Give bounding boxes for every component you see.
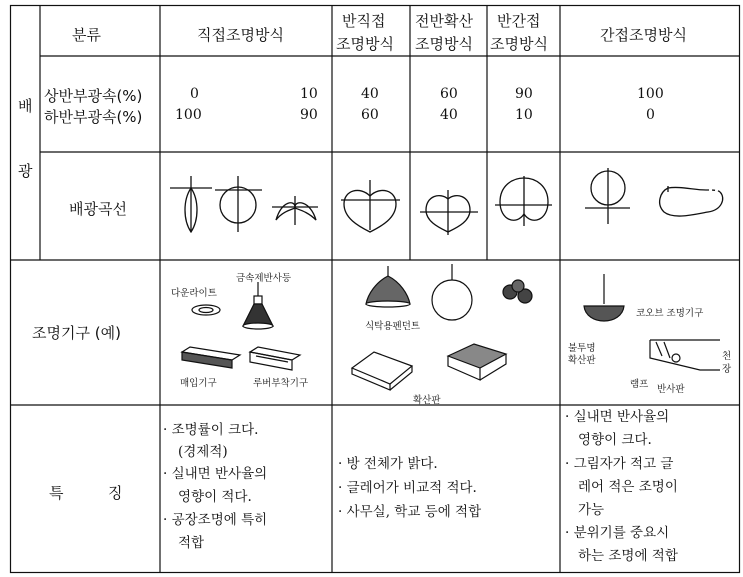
fixture-lamp-label: 램프 (630, 379, 649, 390)
indirect-upper: 100 (637, 86, 664, 102)
indirect-lower: 0 (646, 107, 655, 123)
direct-lower-max: 100 (175, 107, 202, 123)
opaque-bowl-icon (584, 274, 624, 321)
fixture-opaque-diffuser-line2: 확산판 (568, 355, 596, 366)
fixture-ceiling-line2: 장 (722, 364, 732, 375)
fixture-cove-label: 코오브 조명기구 (636, 308, 704, 319)
features-direct-line2: (경제적) (178, 444, 228, 460)
cove-fixture-icon (650, 340, 720, 370)
downlight-icon (192, 305, 220, 315)
features-indirect-line3: · 그림자가 적고 글 (565, 456, 674, 472)
fixtures-label: 조명기구 (예) (32, 324, 121, 342)
ceiling-box-icon (448, 344, 506, 380)
features-general-line2: · 글레어가 비교적 적다. (338, 480, 477, 496)
direct-upper-min: 0 (190, 86, 199, 102)
fixture-ceiling-line1: 천 (722, 351, 732, 362)
side-label-char2: 광 (18, 162, 33, 180)
fixture-reflector-label: 반사판 (657, 384, 685, 395)
header-classification: 분류 (72, 26, 101, 44)
features-indirect-line2: 영향이 크다. (578, 432, 652, 448)
square-diffuser-icon (352, 352, 412, 390)
lower-flux-label: 하반부광속(%) (44, 108, 143, 126)
features-indirect-line4: 레어 적은 조명이 (578, 479, 678, 495)
fixture-opaque-diffuser-line1: 불투명 (568, 343, 596, 354)
fixture-louver-label: 루버부착기구 (253, 378, 309, 389)
recessed-fixture-icon (182, 347, 240, 368)
features-indirect-line1: · 실내면 반사율의 (565, 409, 670, 425)
fixture-downlight-label: 다운라이트 (171, 288, 217, 299)
features-direct-line5: · 공장조명에 특히 (163, 512, 268, 528)
features-label-char2: 징 (108, 484, 123, 502)
features-indirect-line5: 가능 (578, 502, 605, 518)
semi-direct-upper: 40 (361, 86, 379, 102)
features-direct-line3: · 실내면 반사율의 (163, 466, 268, 482)
features-direct-line1: · 조명률이 크다. (163, 422, 259, 438)
fixture-diffuser-label: 확산판 (413, 395, 441, 406)
features-direct-line4: 영향이 적다. (178, 489, 252, 505)
semi-indirect-upper: 90 (515, 86, 533, 102)
features-general-line3: · 사무실, 학교 등에 적합 (338, 504, 482, 520)
features-general-line1: · 방 전체가 밝다. (338, 456, 438, 472)
features-indirect-line6: · 분위기를 중요시 (565, 525, 670, 541)
direct-lower-min: 90 (300, 107, 318, 123)
fixture-pendant-label: 식탁용펜던트 (365, 321, 421, 332)
globe-pendant-icon (432, 264, 472, 320)
header-semi-indirect-line1: 반간접 (497, 12, 541, 30)
semi-indirect-lower: 10 (515, 107, 533, 123)
curve-label: 배광곡선 (69, 200, 127, 218)
header-general-diffuse-line2: 조명방식 (415, 35, 473, 53)
header-semi-direct-line2: 조명방식 (336, 35, 394, 53)
features-direct-line6: 적합 (178, 535, 205, 551)
header-direct: 직접조명방식 (197, 26, 284, 44)
general-diffuse-lower: 40 (440, 107, 458, 123)
header-semi-direct-line1: 반직접 (342, 12, 386, 30)
header-general-diffuse-line1: 전반확산 (415, 12, 473, 30)
metal-reflector-icon (243, 282, 273, 329)
side-label-char1: 배 (18, 97, 33, 115)
general-diffuse-upper: 60 (440, 86, 458, 102)
fixture-recessed-label: 매입기구 (180, 378, 217, 389)
header-semi-indirect-line2: 조명방식 (490, 35, 548, 53)
header-indirect: 간접조명방식 (600, 26, 687, 44)
fixture-metal-reflector-label: 금속제반사등 (236, 273, 292, 284)
features-label-char1: 특 (49, 484, 64, 502)
louver-fixture-icon (250, 347, 300, 370)
chandelier-icon (503, 280, 532, 303)
direct-upper-max: 10 (300, 86, 318, 102)
features-indirect-line7: 하는 조명에 적합 (578, 548, 678, 564)
upper-flux-label: 상반부광속(%) (44, 87, 143, 105)
semi-direct-lower: 60 (361, 107, 379, 123)
cone-pendant-icon (366, 266, 410, 307)
